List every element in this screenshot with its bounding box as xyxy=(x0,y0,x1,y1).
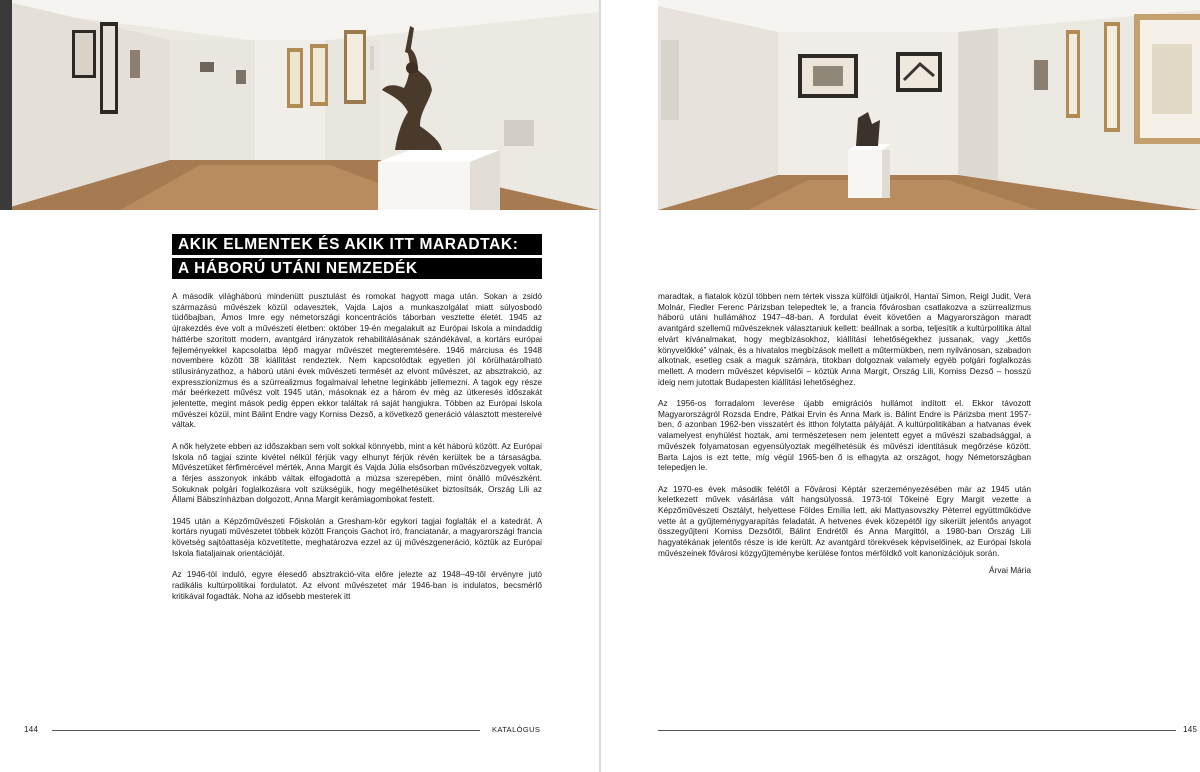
author-signature: Árvai Mária xyxy=(989,565,1031,576)
gallery-photo-sculpture xyxy=(0,0,599,210)
right-text-column xyxy=(658,291,1031,576)
gallery-photo-corridor xyxy=(658,0,1200,210)
body-paragraph: maradtak, a fiatalok közül többen nem tértek vissza külföldi útjaikról, Hantaï Simon, Reigl Judit, Vera Molnár, Fiedler Ferenc Párizsban telepedtek le, a francia fővárosban csatlakozva a szürrealizmus háború utáni hullámához 1947–48-ban. A fordulat éveit követően a Magyarországon maradt avantgárd szellemű művészeknek választaniuk kellett: beállnak a sorba, teljesítik a kultúrpolitika által elvárt kívánalmakat, hogy megbízásokhoz, kiállítási lehetőségekhez jussanak, vagy „kettős könyvelőkké” válnak, és a hivatalos megbízások mellett a műtermükben, nem nyilvánosan, szabadon alkotnak, esetleg csak a maguk számára, titokban dolgoznak valamely egyéb polgári foglalkozás mellett. A modern művészet képviselői – köztük Anna Margit, Ország Lili, Korniss Dezső – hosszú ideig nem jutottak Budapesten kiállítási lehetőséghez. xyxy=(658,291,1031,387)
article-title-line-2: A HÁBORÚ UTÁNI NEMZEDÉK xyxy=(172,258,542,279)
body-paragraph: Az 1946-tól induló, egyre élesedő absztrakció-vita előre jelezte az 1948–49-től érvényre jutó radikális kultúrpolitikai fordulatot. Az elvont művészetet már 1946-ban is indulatos, becsmérlő kritikával fogadták. Noha az idősebb mesterek itt xyxy=(172,569,542,601)
article-title-line-1: AKIK ELMENTEK ÉS AKIK ITT MARADTAK: xyxy=(172,234,542,255)
left-text-column xyxy=(172,291,542,612)
page-number-right: 145 xyxy=(1183,725,1198,734)
body-paragraph: 1945 után a Képzőművészeti Főiskolán a Gresham-kör egykori tagjai foglalták el a katedrát. A kortárs nyugati művészetet többek között François Gachot író, franciatanár, a magyarországi francia követség sajtóattaséja közvetítette, meghatározva ezzel az új művészgeneráció, köztük az Európai Iskola fiataljainak orientációját. xyxy=(172,515,542,558)
body-paragraph: A nők helyzete ebben az időszakban sem volt sokkal könnyebb, mint a két háború között. Az Európai Iskola nő tagjai szinte kivétel nélkül férjük vagy elhunyt férjük révén kerültek be a társaságba. Művészetüket férfimércével mérték, Anna Margit és Vajda Júlia elsősorban művészözvegyek voltak, a férjes asszonyok inkább váltak elfogadottá a múzsa szerepében, mint önálló művészként. Sokuknak polgári foglalkozásra volt szükségük, hogy megélhetésüket biztosítsák, Ország Lili az Állami Bábszínházban dolgozott, Anna Margit kerámiagombokat festett. xyxy=(172,440,542,505)
body-paragraph: A második világháború mindenütt pusztulást és romokat hagyott maga után. Sokan a zsidó származású művészek közül odavesztek, Vajda Lajos a munkaszolgálat miatt súlyosbodó tüdőbajban, Ámos Imre egy németországi koncentrációs táborban vesztette életét. 1945 az újrakezdés éve volt a művészeti életben: október 19-én megalakult az Európai Iskola a mindaddig háttérbe szorított modern, avantgárd irányzatok rehabilitálásának szándékával, a kortárs európai fejleményekkel kapcsolatba lépő magyar művészet megteremtésére. 1946 márciusa és 1948 novembere között 38 kiállítást rendeztek. Nem kapcsolódtak egyetlen jól körülhatárolható stílusirányzathoz, a háború utáni évek művészeti termését az elvont művészet, az absztrakció, az expresszionizmus és a szürrealizmus fogalmaival lehetne leginkább jellemezni. A tagok egy része már beérkezett művész volt 1945 után, másoknak ez a három év még az útkeresés időszakát jelentette, megint mások pedig éppen ekkor találtak rá saját hangjukra. Többen az Európai Iskola művészei közül, mint Bálint Endre vagy Korniss Dezső, a következő generáció választott mestereivé váltak. xyxy=(172,291,542,430)
section-label: KATALÓGUS xyxy=(492,725,541,734)
footer-rule-right xyxy=(658,730,1176,731)
footer-rule-left xyxy=(52,730,480,731)
page-number-left: 144 xyxy=(24,725,39,734)
left-page xyxy=(0,0,599,772)
body-paragraph: Az 1956-os forradalom leverése újabb emigrációs hullámot indított el. Ekkor távozott Magyarországról Rozsda Endre, Pátkai Ervin és Anna Mark is. Bálint Endre is Párizsba ment 1957-ben, ő azonban 1962-ben visszatért és itthon folytatta pályáját. A kultúrpolitikában a hatvanas évek valamelyest enyhülést hoztak, ami természetesen nem jelentett egyet a művészi szabadsággal, a művészek folyamatosan egyensúlyoztak megélhetésük és művészi identitásuk megőrzése között. Barta Lajos is ezt tette, míg végül 1965-ben ő is elhagyta az országot, hogy Németországban telepedjen le. xyxy=(658,398,1031,473)
body-paragraph: Az 1970-es évek második felétől a Fővárosi Képtár szerzeményezésében már az 1945 után keletkezett művek vásárlása vált hangsúlyossá. 1973-tól Tőkeiné Egry Margit vezette a Képzőművészeti Osztályt, helyettese Földes Emília lett, aki Mattyasovszky Péterrel együttműködve vette át a gyűjteménygyarapítás feladatát. A hetvenes évek közepétől így sikerült jelentős anyagot összegyűjteni Korniss Dezsőtől, Bálint Endrétől és Anna Margittól, a 1980-ban Ország Lili hagyatékának jelentős része is ide került. Az avantgárd törekvések képviselőinek, az Európai Iskola művészeinek fővárosi közgyűjteménybe kerülése fontos mérföldkő volt kanonizációjuk során. xyxy=(658,483,1031,558)
right-page xyxy=(601,0,1200,772)
